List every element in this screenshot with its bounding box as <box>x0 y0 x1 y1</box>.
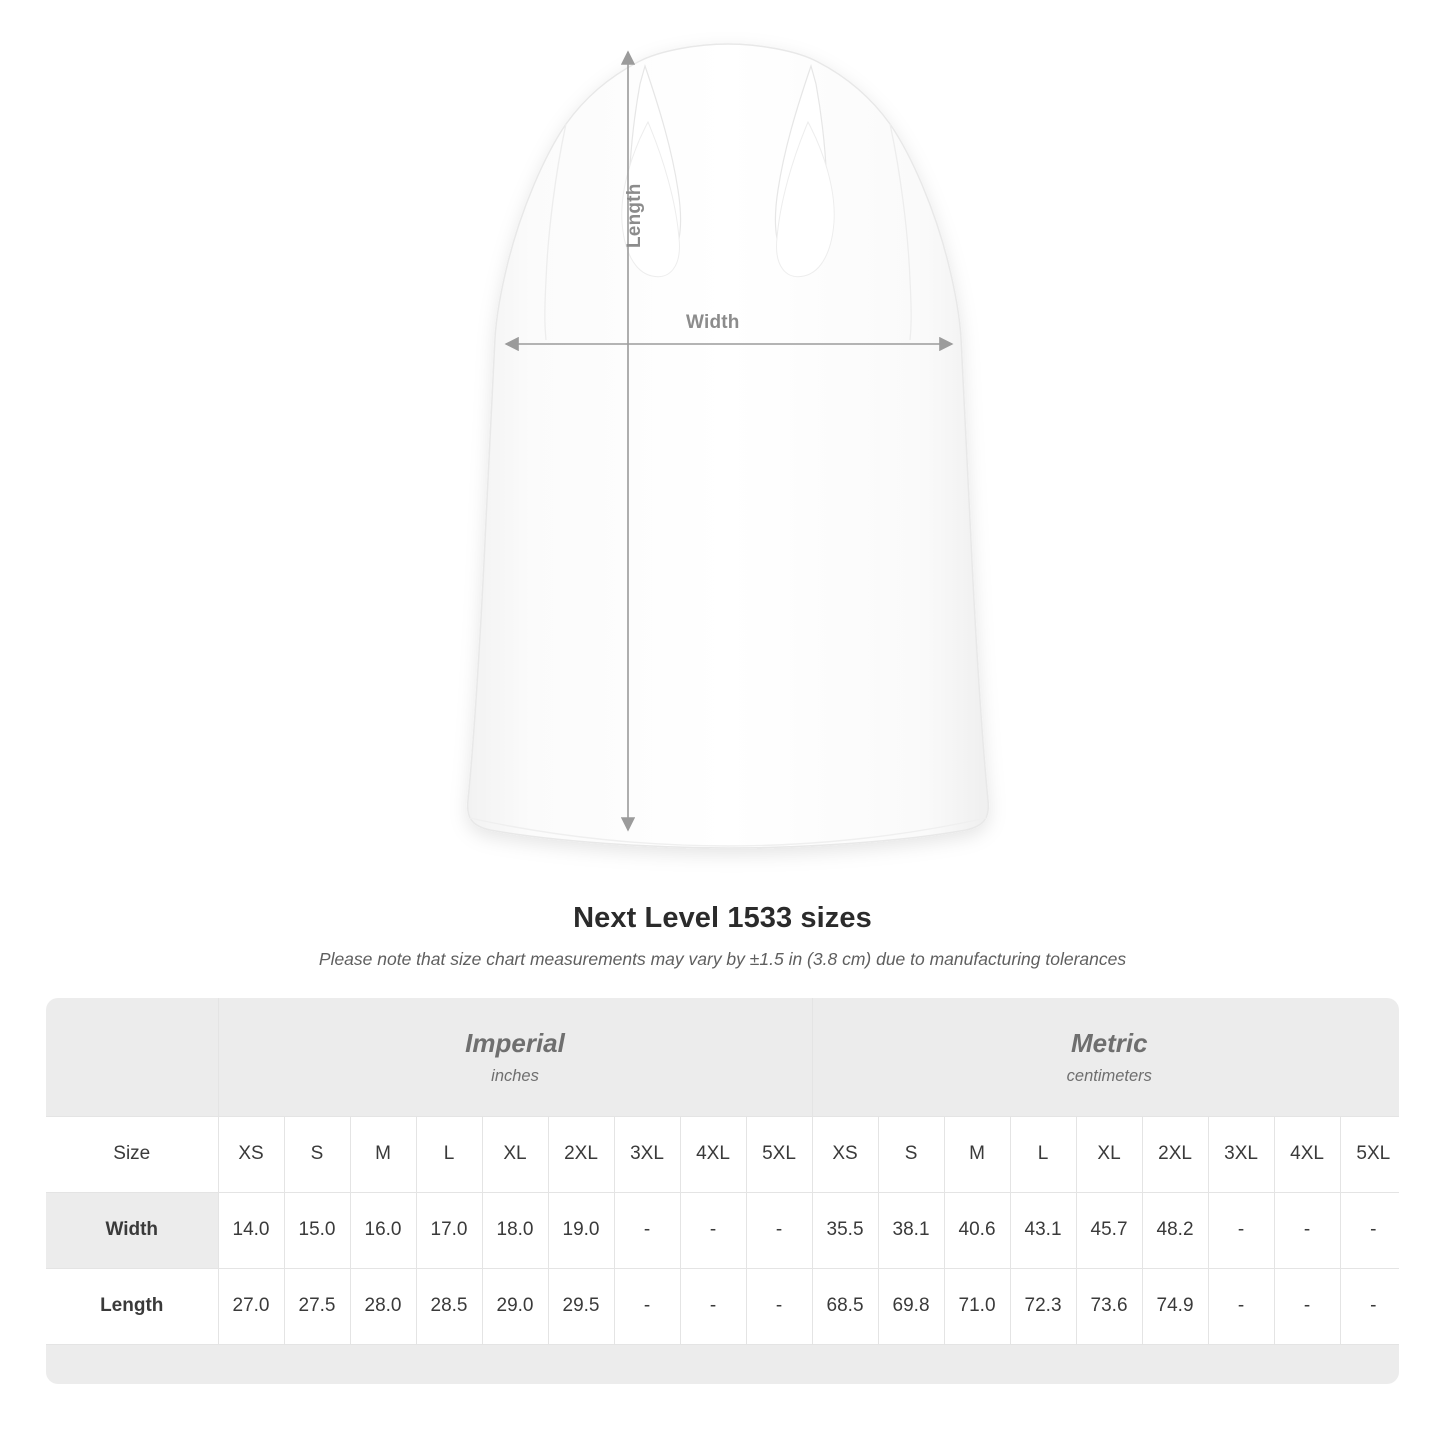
length-metric-3xl: - <box>1208 1268 1274 1344</box>
table-row-length <box>46 1268 1399 1344</box>
length-imperial-3xl: - <box>614 1268 680 1344</box>
size-header-metric-4xl: 4XL <box>1274 1116 1340 1192</box>
size-header-imperial-xs: XS <box>218 1116 284 1192</box>
table-footer-cell <box>46 1344 1399 1384</box>
size-header-metric-l: L <box>1010 1116 1076 1192</box>
length-metric-l: 72.3 <box>1010 1268 1076 1344</box>
unit-metric-name: Metric <box>1070 1027 1148 1058</box>
title-block <box>0 902 1445 970</box>
length-imperial-l: 28.5 <box>416 1268 482 1344</box>
width-metric-l: 43.1 <box>1010 1192 1076 1268</box>
size-header-imperial-2xl: 2XL <box>548 1116 614 1192</box>
length-imperial-4xl: - <box>680 1268 746 1344</box>
size-header-row <box>46 1116 1399 1192</box>
length-metric-xl: 73.6 <box>1076 1268 1142 1344</box>
size-header-metric-m: M <box>944 1116 1010 1192</box>
width-metric-xl: 45.7 <box>1076 1192 1142 1268</box>
size-header-label: Size <box>46 1116 218 1192</box>
length-imperial-xl: 29.0 <box>482 1268 548 1344</box>
size-header-imperial-m: M <box>350 1116 416 1192</box>
width-metric-xs: 35.5 <box>812 1192 878 1268</box>
unit-metric <box>812 998 1399 1116</box>
size-header-metric-2xl: 2XL <box>1142 1116 1208 1192</box>
length-imperial-5xl: - <box>746 1268 812 1344</box>
unit-spacer <box>46 998 218 1116</box>
size-header-imperial-3xl: 3XL <box>614 1116 680 1192</box>
width-imperial-xs: 14.0 <box>218 1192 284 1268</box>
size-header-imperial-5xl: 5XL <box>746 1116 812 1192</box>
length-imperial-m: 28.0 <box>350 1268 416 1344</box>
width-metric-4xl: - <box>1274 1192 1340 1268</box>
size-header-imperial-l: L <box>416 1116 482 1192</box>
length-metric-m: 71.0 <box>944 1268 1010 1344</box>
width-imperial-5xl: - <box>746 1192 812 1268</box>
width-metric-s: 38.1 <box>878 1192 944 1268</box>
length-metric-5xl: - <box>1340 1268 1399 1344</box>
size-header-imperial-xl: XL <box>482 1116 548 1192</box>
table-row-width <box>46 1192 1399 1268</box>
size-header-metric-s: S <box>878 1116 944 1192</box>
tank-body <box>468 44 989 848</box>
length-imperial-2xl: 29.5 <box>548 1268 614 1344</box>
length-imperial-xs: 27.0 <box>218 1268 284 1344</box>
width-imperial-3xl: - <box>614 1192 680 1268</box>
width-imperial-l: 17.0 <box>416 1192 482 1268</box>
width-metric-3xl: - <box>1208 1192 1274 1268</box>
table-footer-band <box>46 1344 1399 1384</box>
width-metric-m: 40.6 <box>944 1192 1010 1268</box>
size-header-imperial-s: S <box>284 1116 350 1192</box>
length-imperial-s: 27.5 <box>284 1268 350 1344</box>
length-metric-xs: 68.5 <box>812 1268 878 1344</box>
size-table-container <box>46 998 1399 1384</box>
unit-header-row <box>46 998 1399 1116</box>
tolerance-note: Please note that size chart measurements may vary by ±1.5 in (3.8 cm) due to manufacturing tolerances <box>318 949 1127 969</box>
page-title: Next Level 1533 sizes <box>573 902 872 934</box>
width-imperial-xl: 18.0 <box>482 1192 548 1268</box>
size-header-metric-xs: XS <box>812 1116 878 1192</box>
unit-imperial-sub: inches <box>491 1066 539 1085</box>
width-measure-label: Width <box>686 312 740 333</box>
size-header-metric-xl: XL <box>1076 1116 1142 1192</box>
row-label-width: Width <box>46 1192 218 1268</box>
row-label-length: Length <box>46 1268 218 1344</box>
unit-imperial <box>218 998 812 1116</box>
size-header-metric-5xl: 5XL <box>1340 1116 1399 1192</box>
width-imperial-2xl: 19.0 <box>548 1192 614 1268</box>
width-metric-5xl: - <box>1340 1192 1399 1268</box>
width-imperial-4xl: - <box>680 1192 746 1268</box>
width-imperial-m: 16.0 <box>350 1192 416 1268</box>
unit-imperial-name: Imperial <box>465 1027 565 1058</box>
length-metric-s: 69.8 <box>878 1268 944 1344</box>
width-metric-2xl: 48.2 <box>1142 1192 1208 1268</box>
unit-metric-sub: centimeters <box>1066 1066 1152 1085</box>
length-metric-4xl: - <box>1274 1268 1340 1344</box>
size-table <box>46 998 1399 1384</box>
size-header-metric-3xl: 3XL <box>1208 1116 1274 1192</box>
width-imperial-s: 15.0 <box>284 1192 350 1268</box>
length-measure-label: Length <box>624 183 645 248</box>
size-header-imperial-4xl: 4XL <box>680 1116 746 1192</box>
length-metric-2xl: 74.9 <box>1142 1268 1208 1344</box>
